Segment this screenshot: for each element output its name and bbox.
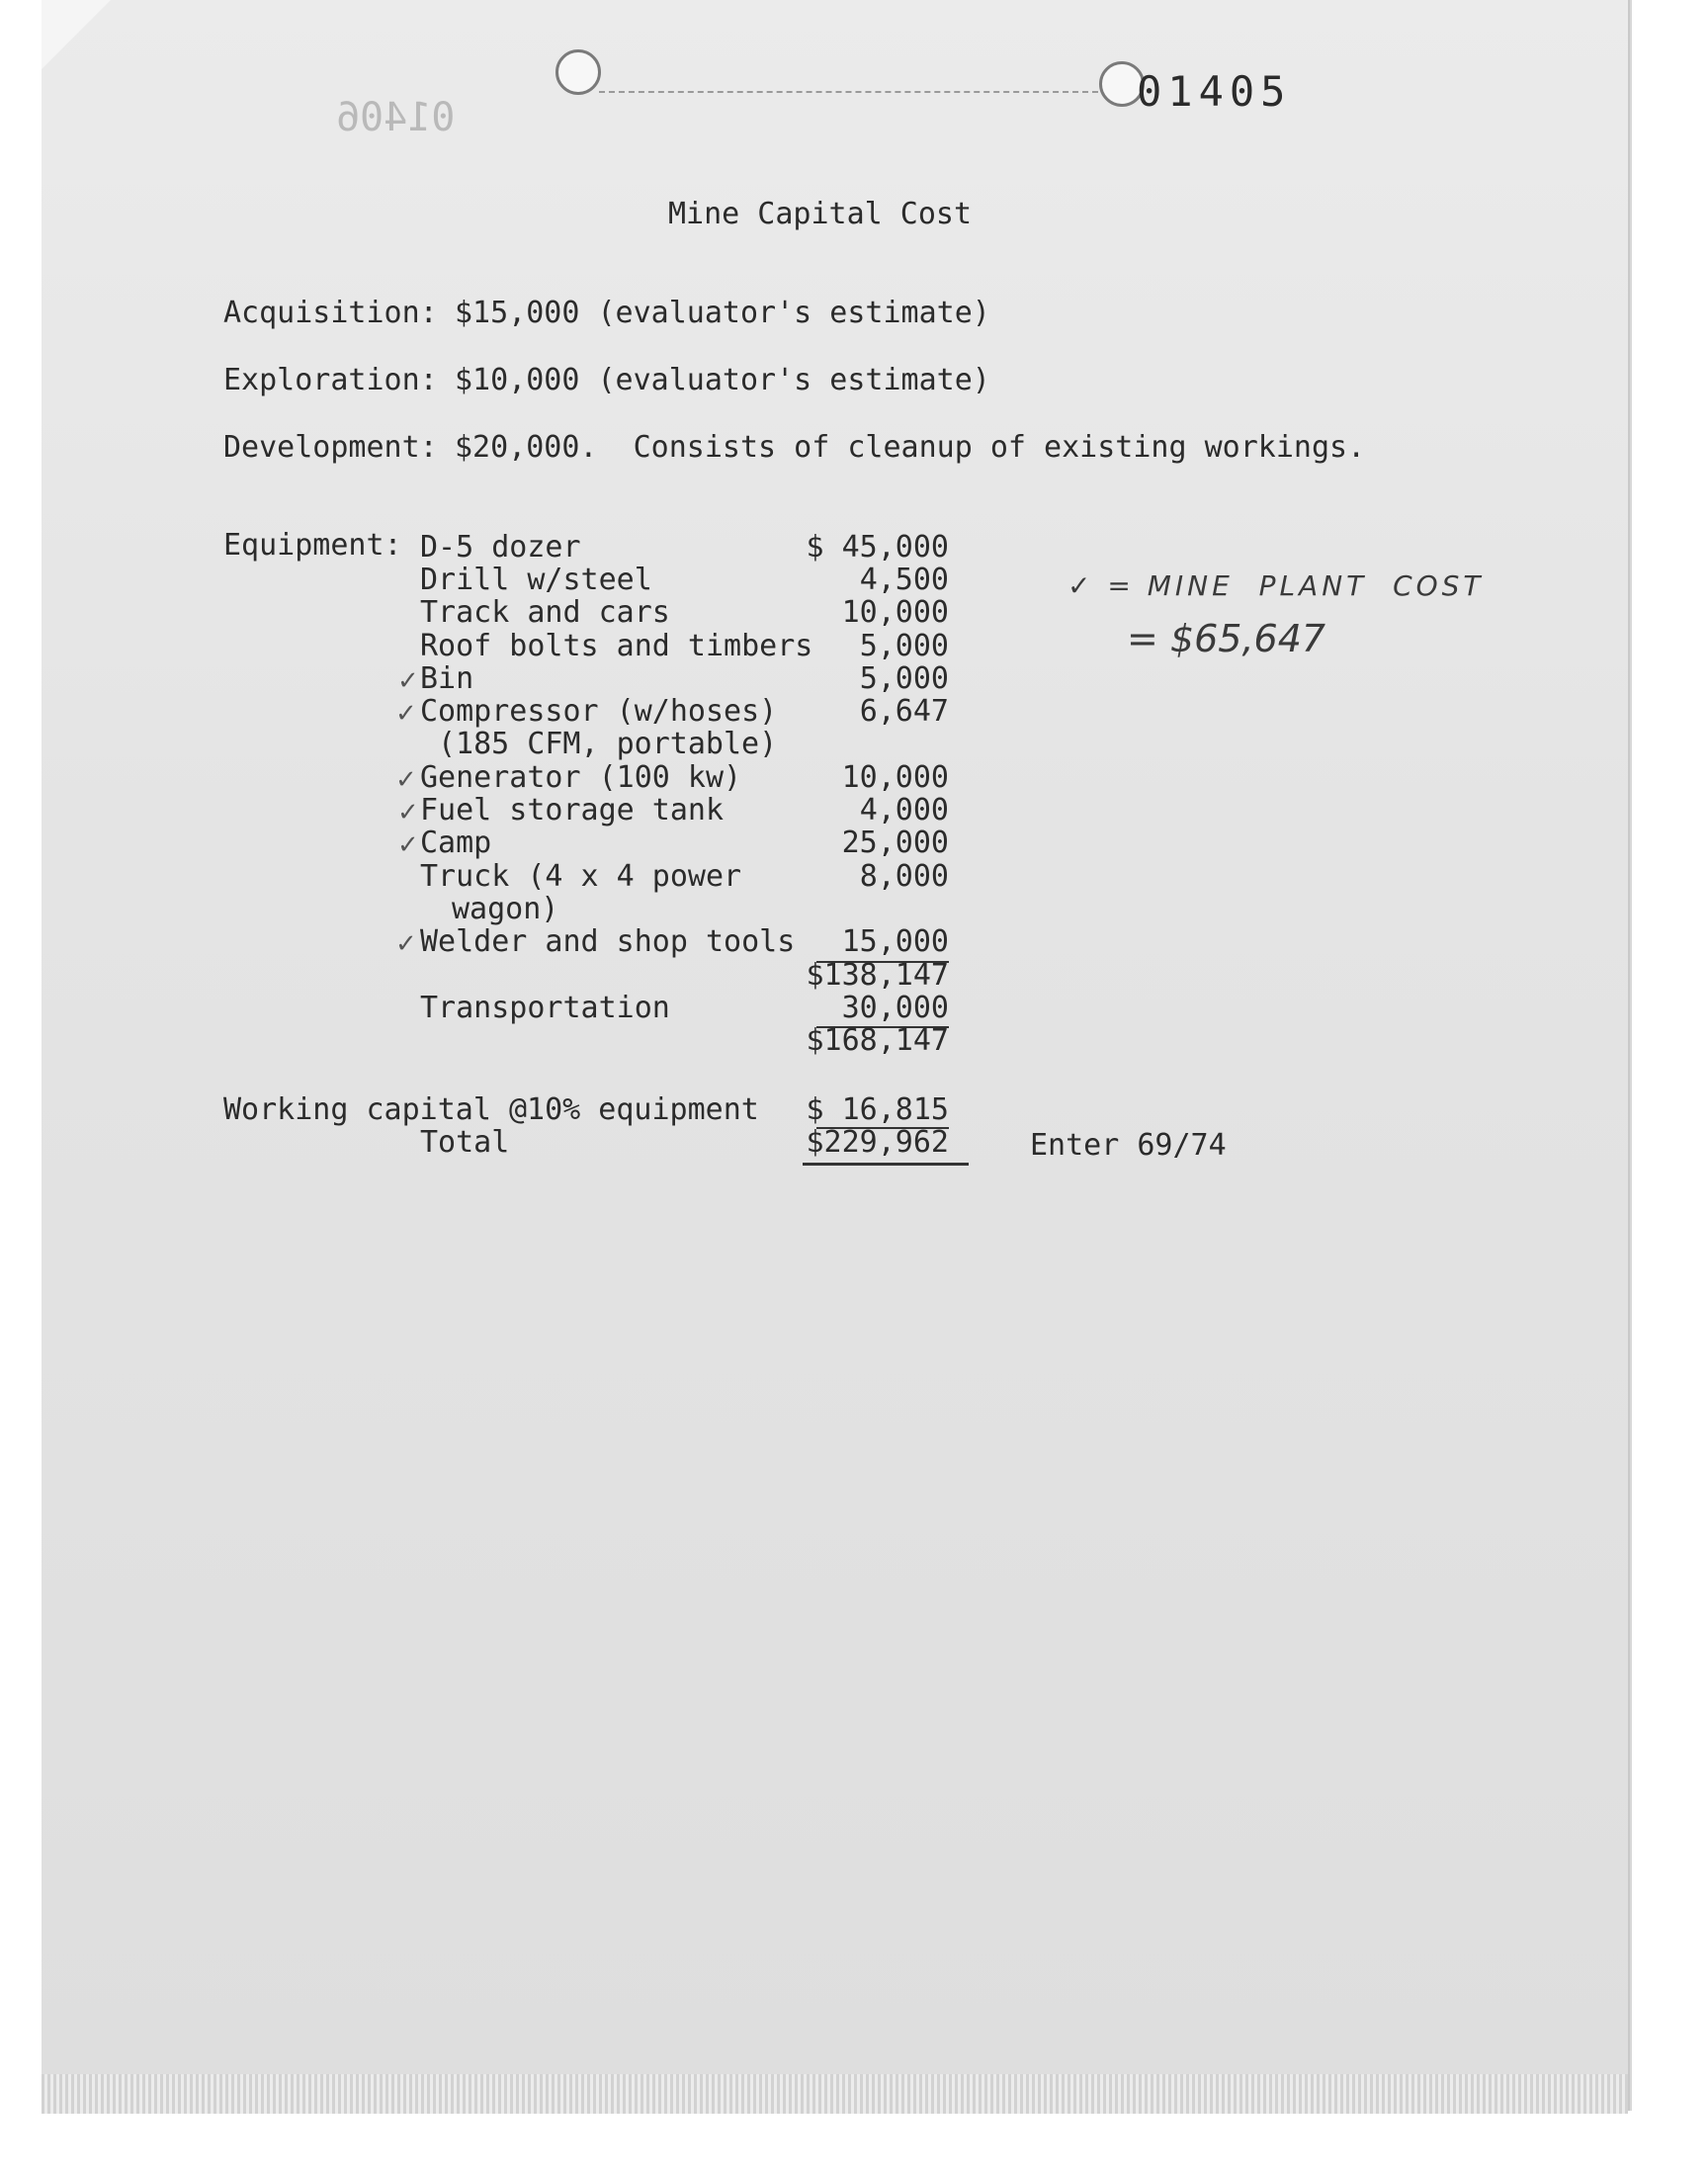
equipment-subtotal: $138,147 xyxy=(806,958,949,993)
equipment-item-name: Compressor (w/hoses) xyxy=(420,694,778,729)
equipment-item-amount: 25,000 xyxy=(841,826,949,860)
equipment-item-name: Truck (4 x 4 power xyxy=(420,859,742,894)
equipment-item-amount: $ 45,000 xyxy=(806,530,949,565)
punch-hole xyxy=(555,49,601,95)
equipment-item-amount: 4,500 xyxy=(859,563,949,597)
equipment-item-name: Fuel storage tank xyxy=(420,793,725,827)
doc-number: 01405 xyxy=(1137,67,1292,116)
page-fold xyxy=(42,0,111,69)
equipment-item-amount: 15,000 xyxy=(841,924,949,959)
check-mark-icon: ✓ xyxy=(397,666,419,696)
grand-total-amount: $229,962 xyxy=(806,1125,949,1160)
hole-connector-line xyxy=(599,91,1098,93)
equipment-item-name: Roof bolts and timbers xyxy=(420,629,813,663)
check-mark-icon: ✓ xyxy=(395,699,417,729)
development-value: $20,000. Consists of cleanup of existing workings. xyxy=(455,430,1366,465)
total-label: Total xyxy=(420,1125,510,1160)
equipment-item-name-continued: wagon) xyxy=(452,892,559,926)
working-capital-label: Working capital @10% equipment xyxy=(223,1092,759,1127)
equipment-item-name: Camp xyxy=(420,826,492,860)
check-mark-icon: ✓ xyxy=(395,765,417,795)
check-mark-icon: ✓ xyxy=(395,929,417,959)
equipment-label: Equipment: xyxy=(223,528,402,563)
check-mark-icon: ✓ xyxy=(397,830,419,860)
equipment-item-amount: 8,000 xyxy=(859,859,949,894)
development-label: Development: xyxy=(223,430,438,465)
equipment-item-amount: 5,000 xyxy=(859,661,949,696)
equipment-item-name: Drill w/steel xyxy=(420,563,652,597)
exploration-label: Exploration: xyxy=(223,363,438,397)
transportation-amount: 30,000 xyxy=(841,991,949,1025)
page-title: Mine Capital Cost xyxy=(668,197,973,231)
equipment-item-name-continued: (185 CFM, portable) xyxy=(438,727,778,761)
handwritten-note-line2: = $65,647 xyxy=(1127,617,1326,660)
grand-total-rule-bottom xyxy=(803,1163,969,1166)
entry-note: Enter 69/74 xyxy=(1030,1128,1227,1163)
equipment-item-name: Generator (100 kw) xyxy=(420,760,742,795)
scan-edge-strip xyxy=(42,2074,1628,2114)
equipment-item-name: Track and cars xyxy=(420,595,670,630)
equipment-item-name: Welder and shop tools xyxy=(420,924,796,959)
equipment-item-amount: 5,000 xyxy=(859,629,949,663)
acquisition-label: Acquisition: xyxy=(223,296,438,330)
working-capital-amount: $ 16,815 xyxy=(806,1092,949,1127)
handwritten-note-line1: ✓ = MINE PLANT COST xyxy=(1068,569,1485,602)
equipment-item-amount: 10,000 xyxy=(841,595,949,630)
equipment-item-name: D-5 dozer xyxy=(420,530,581,565)
equipment-item-amount: 4,000 xyxy=(859,793,949,827)
check-mark-icon: ✓ xyxy=(397,798,419,827)
equipment-item-amount: 6,647 xyxy=(859,694,949,729)
faint-doc-number: 01406 xyxy=(336,95,456,140)
exploration-value: $10,000 (evaluator's estimate) xyxy=(455,363,990,397)
acquisition-value: $15,000 (evaluator's estimate) xyxy=(455,296,990,330)
equipment-item-name: Bin xyxy=(420,661,474,696)
transportation-label: Transportation xyxy=(420,991,670,1025)
equipment-total: $168,147 xyxy=(806,1023,949,1058)
equipment-item-amount: 10,000 xyxy=(841,760,949,795)
